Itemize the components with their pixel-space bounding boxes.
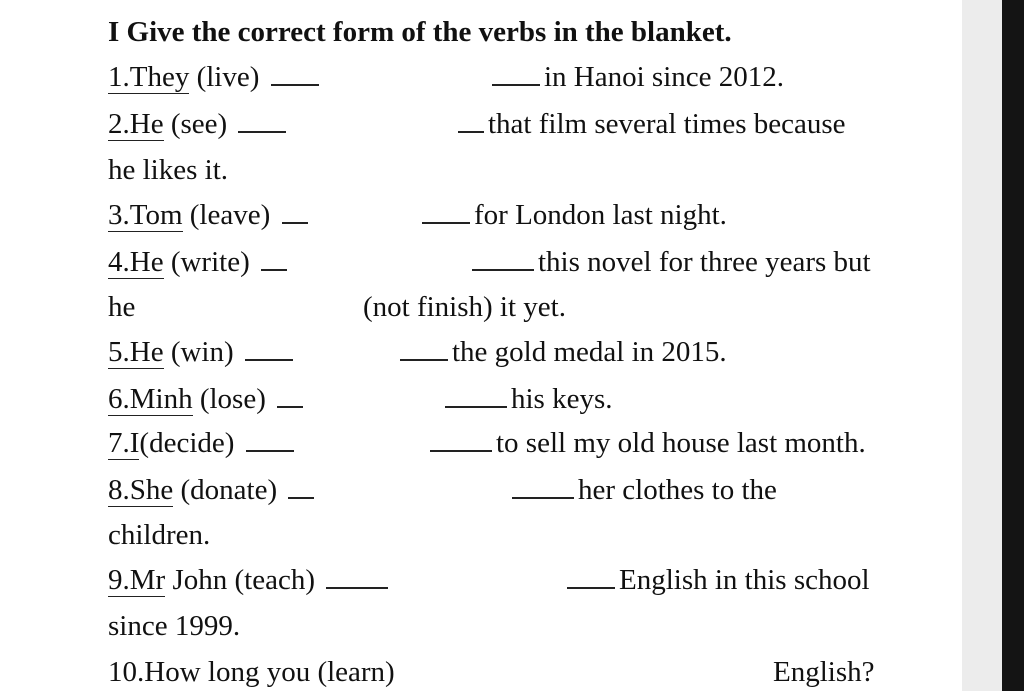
verb-hint: (not finish) it yet. <box>363 291 566 323</box>
sentence-continuation: children. <box>108 519 211 551</box>
sentence-continuation: he likes it. <box>108 154 229 186</box>
item-number: 1.They <box>108 61 190 93</box>
item-number: 9.Mr <box>108 564 166 596</box>
exercise-item-6 <box>108 382 613 416</box>
answer-blank[interactable] <box>261 268 287 271</box>
answer-blank[interactable] <box>458 130 484 133</box>
answer-blank[interactable] <box>422 221 470 224</box>
item-number: 4.He <box>108 246 164 278</box>
answer-blank[interactable] <box>246 449 294 452</box>
sentence-continuation: since 1999. <box>108 610 241 642</box>
answer-blank[interactable] <box>430 449 492 452</box>
verb-hint: (win) <box>170 336 234 368</box>
answer-blank[interactable] <box>445 405 507 408</box>
sentence-rest: this novel for three years but <box>538 246 871 278</box>
answer-blank[interactable] <box>282 221 308 224</box>
answer-blank[interactable] <box>245 358 293 361</box>
exercise-item-10 <box>108 655 875 689</box>
exercise-item-4 <box>108 245 871 279</box>
sentence-rest: that film several times because <box>488 108 846 140</box>
sentence-rest: the gold medal in 2015. <box>452 336 727 368</box>
item-number: 6.Minh <box>108 383 193 415</box>
sentence-continuation: he <box>108 291 136 323</box>
exercise-item-3 <box>108 198 727 232</box>
item-number: 3.Tom <box>108 199 183 231</box>
answer-blank[interactable] <box>400 358 448 361</box>
verb-hint: (donate) <box>180 474 278 506</box>
exercise-item-5 <box>108 335 727 369</box>
answer-blank[interactable] <box>326 586 388 589</box>
answer-blank[interactable] <box>288 496 314 499</box>
exercise-item-8-continued <box>108 518 210 552</box>
exercise-item-8 <box>108 473 777 507</box>
item-prompt: 10.How long you (learn) <box>108 656 395 688</box>
page-gutter <box>962 0 1002 691</box>
exercise-item-2 <box>108 107 846 141</box>
answer-blank[interactable] <box>512 496 574 499</box>
verb-hint: (live) <box>196 61 260 93</box>
item-number: 7.I <box>108 427 140 459</box>
answer-blank[interactable] <box>277 405 303 408</box>
answer-blank[interactable] <box>271 83 319 86</box>
exercise-item-2-continued <box>108 153 228 187</box>
answer-blank[interactable] <box>567 586 615 589</box>
verb-hint: (see) <box>170 108 228 140</box>
item-number: 5.He <box>108 336 164 368</box>
verb-hint: (write) <box>170 246 250 278</box>
exercise-item-9 <box>108 563 870 597</box>
sentence-rest: for London last night. <box>474 199 727 231</box>
exercise-item-4-continued <box>108 290 566 324</box>
sentence-rest: her clothes to the <box>578 474 777 506</box>
verb-hint: (lose) <box>199 383 266 415</box>
verb-hint: John (teach) <box>172 564 315 596</box>
window-edge <box>1002 0 1024 691</box>
answer-blank[interactable] <box>472 268 534 271</box>
verb-hint: (decide) <box>139 427 235 459</box>
item-number: 8.She <box>108 474 174 506</box>
sentence-rest: English in this school <box>619 564 870 596</box>
answer-blank[interactable] <box>238 130 286 133</box>
sentence-rest: his keys. <box>511 383 613 415</box>
exercise-item-9-continued <box>108 609 240 643</box>
item-number: 2.He <box>108 108 164 140</box>
exercise-item-7 <box>108 426 866 460</box>
worksheet-title: I Give the correct form of the verbs in the blanket. <box>108 16 732 48</box>
sentence-rest: in Hanoi since 2012. <box>544 61 785 93</box>
sentence-rest: to sell my old house last month. <box>496 427 866 459</box>
sentence-rest: English? <box>773 656 875 688</box>
verb-hint: (leave) <box>189 199 271 231</box>
exercise-item-1 <box>108 60 785 94</box>
answer-blank[interactable] <box>492 83 540 86</box>
